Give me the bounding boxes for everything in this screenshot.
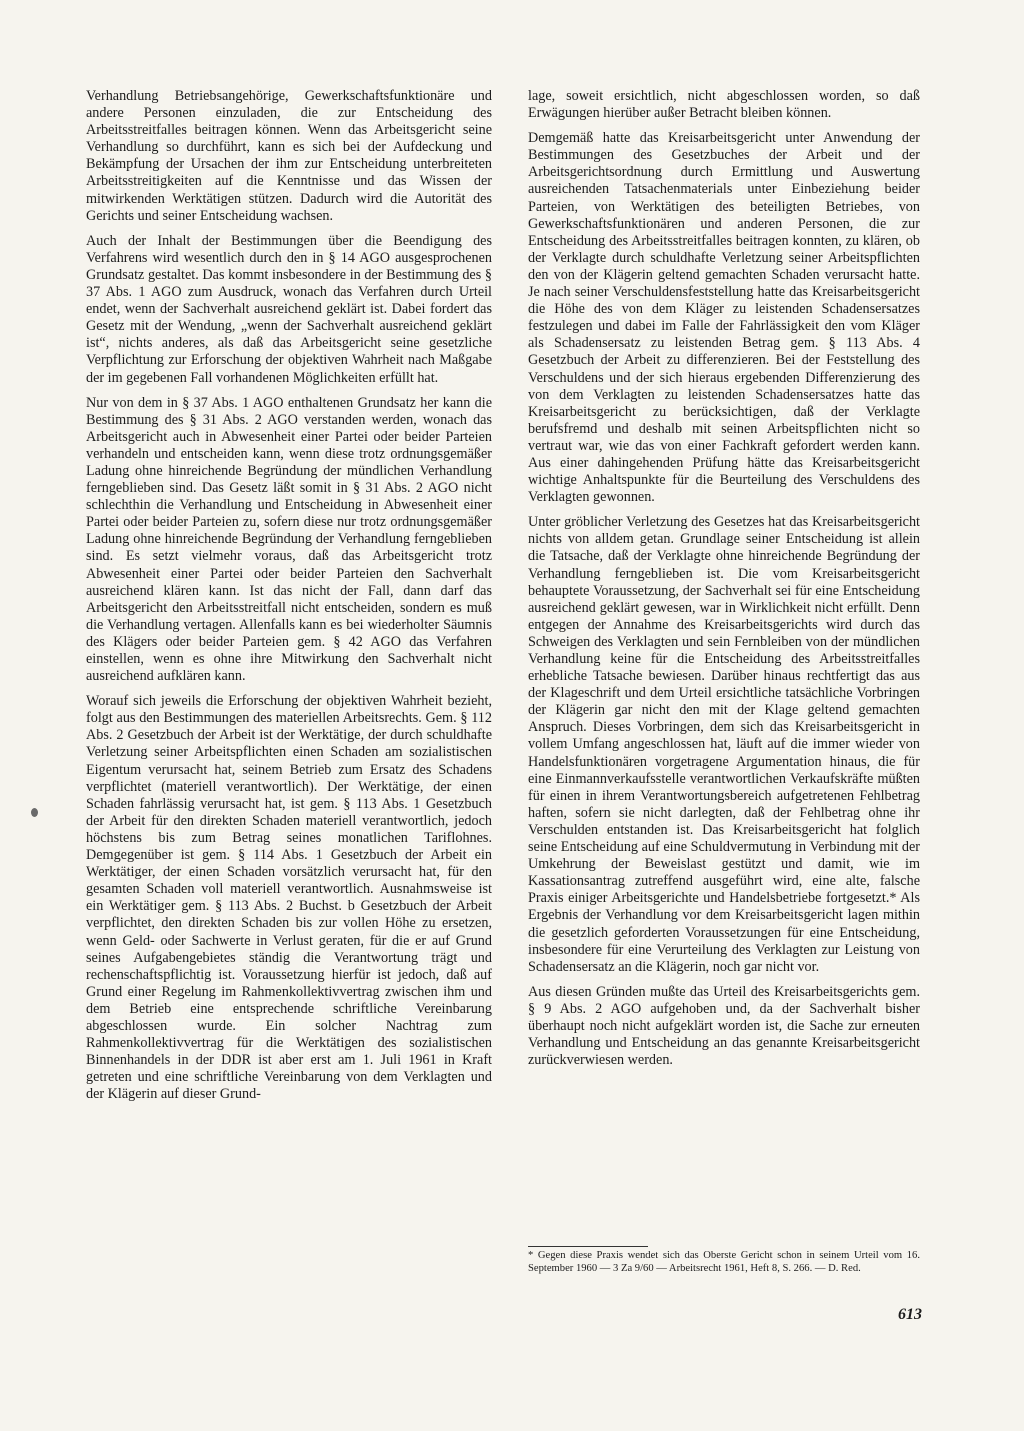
- paragraph: Unter gröblicher Verletzung des Gesetzes hat das Kreisarbeitsgericht nichts von alldem getan. Grundlage seiner Entscheidung ist allein die Tatsache, daß der Verklagte ohne hinreichende Begründung der Verhandlung ferngeblieben ist. Die vom Kreisarbeitsgericht behauptete Voraussetzung, der Sachverhalt sei für eine Entscheidung ausreichend geklärt gewesen, war in Wirklichkeit nicht erfüllt. Denn entgegen der Annahme des Kreisarbeitsgerichts wird durch das Schweigen des Verklagten und sein Fernbleiben von der mündlichen Verhandlung keine für die Entscheidung des Arbeitsstreitfalles erhebliche Tatsache bewiesen. Darüber hinaus rechtfertigt das aus der Klageschrift und dem Urteil ersichtliche tatsächliche Vorbringen der Klägerin gar nicht den mit der Klage geltend gemachten Anspruch. Dieses Vorbringen, dem sich das Kreisarbeitsgericht in vollem Umfang angeschlossen hat, läuft auf die immer wieder von Handelsfunktionären vorgetragene Argumentation hinaus, die für eine Einmannverkaufsstelle verantwortlichen Verkaufskräfte müßten für einen in ihrem Verantwortungsbereich aufgetretenen Fehlbetrag haften, sofern sie nicht darlegten, daß der Fehlbetrag ohne ihr Verschulden entstanden ist. Das Kreisarbeitsgericht hat folglich seine Entscheidung auf eine Schuldvermutung in Verbindung mit der Umkehrung der Beweislast gestützt und damit, wie im Kassationsantrag zutreffend ausgeführt wird, eine alte, falsche Praxis einiger Arbeitsgerichte und Handelsbetriebe fortgesetzt.* Als Ergebnis der Verhandlung vor dem Kreisarbeitsgericht lagen mithin die gesetzlich geforderten Voraussetzungen für eine Entscheidung, insbesondere für eine Verurteilung des Verklagten zur Leistung von Schadensersatz an die Klägerin, noch gar nicht vor.: [528, 514, 920, 975]
- paragraph: Worauf sich jeweils die Erforschung der objektiven Wahrheit bezieht, folgt aus den Bestimmungen des materiellen Arbeitsrechts. Gem. § 112 Abs. 2 Gesetzbuch der Arbeit ist der Werktätige, der durch schuldhafte Verletzung seiner Arbeitspflichten einen Schaden am sozialistischen Eigentum verursacht hat, seinem Betrieb zum Ersatz des Schadens verpflichtet (materiell verantwortlich). Der Werktätige, der einen Schaden fahrlässig verursacht hat, ist gem. § 113 Abs. 1 Gesetzbuch der Arbeit für den direkten Schaden materiell verantwortlich, jedoch höchstens bis zum Betrag seines monatlichen Tariflohnes. Demgegenüber ist gem. § 114 Abs. 1 Gesetzbuch der Arbeit ein Werktätiger, der einen Schaden vorsätzlich verursacht hat, für den gesamten Schaden voll materiell verantwortlich. Ausnahmsweise ist ein Werktätiger gem. § 113 Abs. 2 Buchst. b Gesetzbuch der Arbeit verpflichtet, den direkten Schaden bis zur vollen Höhe zu ersetzen, wenn Geld- oder Sachwerte in Verlust geraten, für die er auf Grund seines Aufgabengebietes ständig die Verantwortung trägt und rechenschaftspflichtig ist. Voraussetzung hierfür ist jedoch, daß auf Grund einer Regelung im Rahmenkollektivvertrag zwischen ihm und dem Betrieb eine entsprechende schriftliche Vereinbarung abgeschlossen wurde. Ein solcher Nachtrag zum Rahmenkollektivvertrag für die Werktätigen des sozialistischen Binnenhandels in der DDR ist aber erst am 1. Juli 1961 in Kraft getreten und eine schriftliche Vereinbarung von dem Verklagten und der Klägerin auf dieser Grund-: [86, 693, 492, 1103]
- footnote: * Gegen diese Praxis wendet sich das Oberste Gericht schon in seinem Urteil vom 16. September 1960 — 3 Za 9/60 — Arbeitsrecht 1961, Heft 8, S. 266. — D. Red.: [528, 1250, 920, 1274]
- paragraph: Demgemäß hatte das Kreisarbeitsgericht unter Anwendung der Bestimmungen des Gesetzbuches der Arbeit und der Arbeitsgerichtsordnung durch Ermittlung und Auswertung ausreichenden Tatsachenmaterials unter Einbeziehung beider Parteien, von Werktätigen des beteiligten Betriebes, von Gewerkschaftsfunktionären und anderen Personen, die zur Entscheidung des Arbeitsstreitfalles beitragen konnten, zu klären, ob der Verklagte durch schuldhafte Verletzung seiner Arbeitspflichten den von der Klägerin geltend gemachten Schaden verursacht hatte. Je nach seiner Verschuldensfeststellung hatte das Kreisarbeitsgericht die Höhe des von dem Kläger zu leistenden Schadensersatzes festzulegen und dabei im Falle der Fahrlässigkeit den vom Kläger als Schadensersatz zu leistenden Betrag gem. § 113 Abs. 4 Gesetzbuch der Arbeit zu differenzieren. Bei der Feststellung des Verschuldens und der sich hieraus ergebenden Differenzierung des von dem Verklagten zu leistenden Schadensersatzes hatte das Kreisarbeitsgericht zu berücksichtigen, daß der Verklagte berufsfremd und deshalb mit seinen Arbeitspflichten nicht so vertraut war, wie das von einer Fachkraft gefordert werden kann. Aus einer dahingehenden Prüfung hätte das Kreisarbeitsgericht wichtige Anhaltspunkte für die Beurteilung des Verschuldens des Verklagten gewonnen.: [528, 130, 920, 506]
- right-column: [528, 88, 920, 1077]
- page-number: 613: [898, 1306, 922, 1323]
- footnote-divider: [528, 1246, 648, 1247]
- paragraph: Verhandlung Betriebsangehörige, Gewerkschaftsfunktionäre und andere Personen einzuladen, die zur Entscheidung des Arbeitsstreitfalles beitragen können. Wenn das Arbeitsgericht seine Verhandlung so durchführt, kann es sich bei der Aufdeckung und Bekämpfung der Ursachen der ihm zur Entscheidung unterbreiteten Arbeitsstreitigkeiten auf die Kenntnisse und das Wissen der mitwirkenden Werktätigen stützen. Dadurch wird die Autorität des Gerichts und seiner Entscheidung wachsen.: [86, 88, 492, 224]
- paragraph: Aus diesen Gründen mußte das Urteil des Kreisarbeitsgerichts gem. § 9 Abs. 2 AGO aufgehoben und, da der Sachverhalt bisher überhaupt noch nicht aufgeklärt worden ist, die Sache zur erneuten Verhandlung und Entscheidung an das genannte Kreisarbeitsgericht zurückverwiesen werden.: [528, 983, 920, 1069]
- paragraph: Nur von dem in § 37 Abs. 1 AGO enthaltenen Grundsatz her kann die Bestimmung des § 31 Abs. 2 AGO verstanden werden, wonach das Arbeitsgericht auch in Abwesenheit einer Partei oder beider Parteien verhandeln und entscheiden kann, wenn diese trotz ordnungsgemäßer Ladung ohne hinreichende Begründung der mündlichen Verhandlung ferngeblieben sind. Das Gesetz läßt somit in § 31 Abs. 2 AGO nicht schlechthin die Verhandlung und Entscheidung in Abwesenheit einer Partei oder beider Parteien zu, sofern diese nur trotz ordnungsgemäßer Ladung ohne hinreichende Begründung der Verhandlung ferngeblieben sind. Es setzt vielmehr voraus, daß das Arbeitsgericht trotz Abwesenheit einer Partei oder beider Parteien den Sachverhalt ausreichend klären kann. Ist das nicht der Fall, dann darf das Arbeitsgericht den Arbeitsstreitfall nicht entscheiden, sondern es muß die Verhandlung vertagen. Allenfalls kann es bei wiederholter Säumnis des Klägers oder beider Parteien gem. § 42 AGO das Verfahren einstellen, wenn es ohne ihre Mitwirkung den Sachverhalt nicht ausreichend aufklären kann.: [86, 394, 492, 685]
- left-column: [86, 88, 492, 1111]
- paragraph: Auch der Inhalt der Bestimmungen über die Beendigung des Verfahrens wird wesentlich durch den in § 14 AGO ausgesprochenen Grundsatz gestaltet. Das kommt insbesondere in der Bestimmung des § 37 Abs. 1 AGO zum Ausdruck, wonach das Verfahren durch Urteil endet, wenn der Sachverhalt ausreichend geklärt ist. Dabei fordert das Gesetz mit der Wendung, „wenn der Sachverhalt ausreichend geklärt ist“, nichts anderes, als daß das Arbeitsgericht seine gesetzliche Verpflichtung zur Erforschung der objektiven Wahrheit nach Maßgabe der im gegebenen Fall vorhandenen Möglichkeiten erfüllt hat.: [86, 232, 492, 386]
- punch-hole-mark: [31, 808, 38, 817]
- paragraph: lage, soweit ersichtlich, nicht abgeschlossen worden, so daß Erwägungen hierüber außer Betracht bleiben können.: [528, 88, 920, 122]
